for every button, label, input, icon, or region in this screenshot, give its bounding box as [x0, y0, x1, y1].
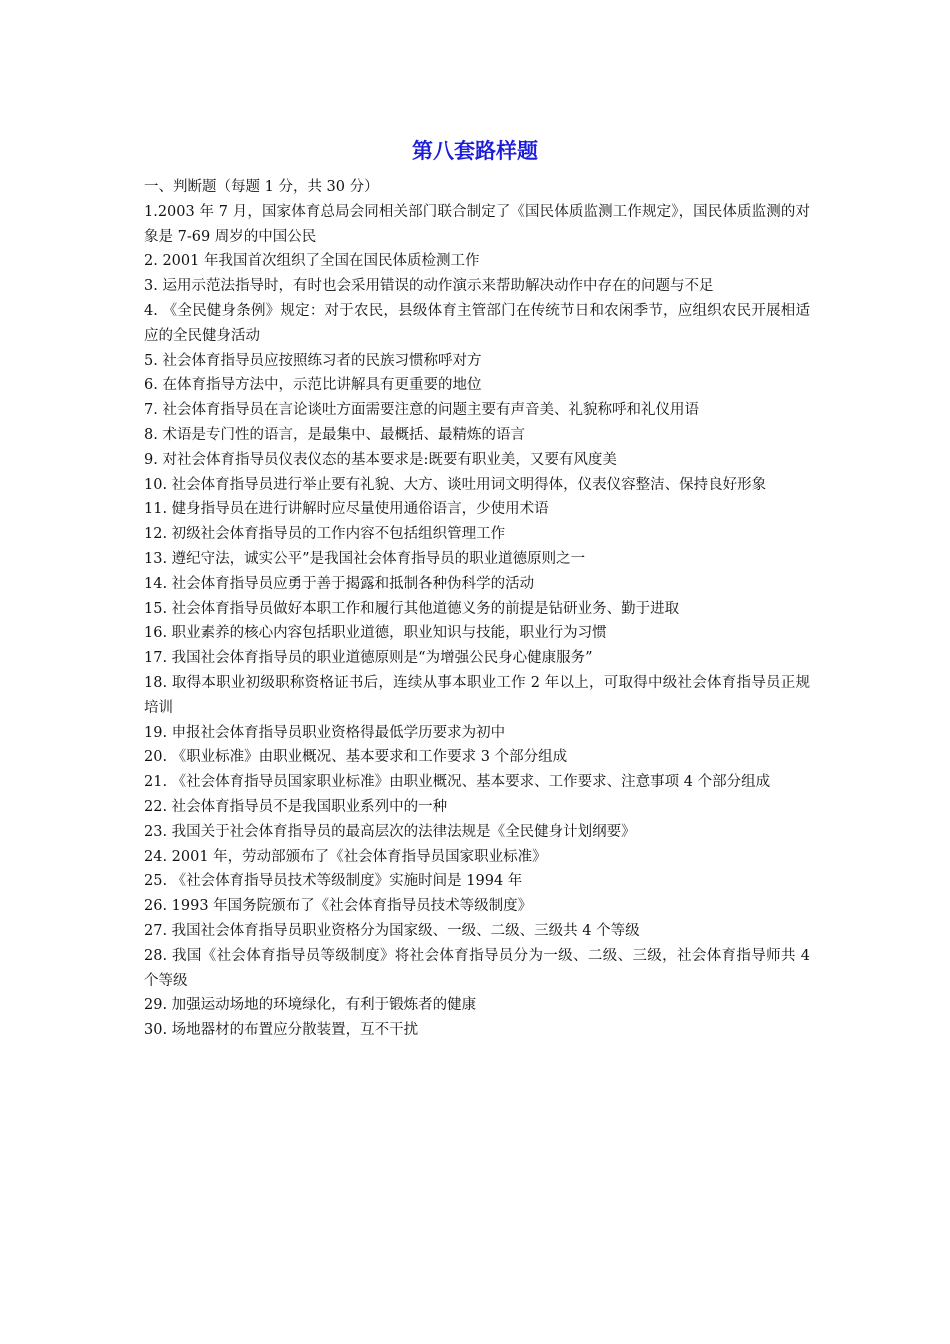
- question-item-28: 28. 我国《社会体育指导员等级制度》将社会体育指导员分为一级、二级、三级，社会体育指导师共 4 个等级: [144, 947, 810, 989]
- question-item-22: 22. 社会体育指导员不是我国职业系列中的一种: [144, 798, 448, 815]
- question-item-26: 26. 1993 年国务院颁布了《社会体育指导员技术等级制度》: [144, 898, 533, 915]
- question-item-4: 4. 《全民健身条例》规定：对于农民，县级体育主管部门在传统节日和农闲季节，应组织农民开展相适应的全民健身活动: [144, 302, 810, 344]
- question-item-12: 12. 初级社会体育指导员的工作内容不包括组织管理工作: [144, 526, 506, 543]
- question-item-19: 19. 申报社会体育指导员职业资格得最低学历要求为初中: [144, 724, 506, 741]
- question-item-3: 3. 运用示范法指导时，有时也会采用错误的动作演示来帮助解决动作中存在的问题与不足: [144, 278, 714, 295]
- question-item-11: 11. 健身指导员在进行讲解时应尽量使用通俗语言，少使用术语: [144, 501, 549, 518]
- question-item-8: 8. 术语是专门性的语言，是最集中、最概括、最精炼的语言: [144, 426, 525, 443]
- question-item-29: 29. 加强运动场地的环境绿化，有利于锻炼者的健康: [144, 997, 477, 1014]
- question-item-24: 24. 2001 年，劳动部颁布了《社会体育指导员国家职业标准》: [144, 848, 547, 865]
- question-item-13: 13. 遵纪守法，诚实公平”是我国社会体育指导员的职业道德原则之一: [144, 550, 586, 567]
- question-item-2: 2. 2001 年我国首次组织了全国在国民体质检测工作: [144, 253, 480, 270]
- question-item-17: 17. 我国社会体育指导员的职业道德原则是“为增强公民身心健康服务”: [144, 650, 593, 667]
- question-item-23: 23. 我国关于社会体育指导员的最高层次的法律法规是《全民健身计划纲要》: [144, 823, 636, 840]
- question-item-30: 30. 场地器材的布置应分散装置，互不干扰: [144, 1022, 419, 1039]
- question-list: [144, 200, 810, 1043]
- document-body: [144, 175, 810, 1043]
- question-item-21: 21. 《社会体育指导员国家职业标准》由职业概况、基本要求、工作要求、注意事项 4 个部分组成: [144, 774, 771, 791]
- document-title: 第八套路样题: [412, 139, 538, 163]
- question-item-20: 20. 《职业标准》由职业概况、基本要求和工作要求 3 个部分组成: [144, 749, 568, 766]
- question-item-5: 5. 社会体育指导员应按照练习者的民族习惯称呼对方: [144, 352, 482, 369]
- question-item-27: 27. 我国社会体育指导员职业资格分为国家级、一级、二级、三级共 4 个等级: [144, 922, 640, 939]
- question-item-6: 6. 在体育指导方法中，示范比讲解具有更重要的地位: [144, 377, 482, 394]
- section-heading-true-false: 一、判断题（每题 1 分，共 30 分）: [144, 179, 379, 195]
- question-item-14: 14. 社会体育指导员应勇于善于揭露和抵制各种伪科学的活动: [144, 575, 535, 592]
- question-item-16: 16. 职业素养的核心内容包括职业道德，职业知识与技能，职业行为习惯: [144, 625, 607, 642]
- question-item-15: 15. 社会体育指导员做好本职工作和履行其他道德义务的前提是钻研业务、勤于进取: [144, 600, 680, 617]
- question-item-7: 7. 社会体育指导员在言论谈吐方面需要注意的问题主要有声音美、礼貌称呼和礼仪用语: [144, 402, 699, 419]
- question-item-25: 25. 《社会体育指导员技术等级制度》实施时间是 1994 年: [144, 873, 523, 890]
- question-item-9: 9. 对社会体育指导员仪表仪态的基本要求是:既要有职业美，又要有风度美: [144, 451, 617, 468]
- question-item-10: 10. 社会体育指导员进行举止要有礼貌、大方、谈吐用词文明得体，仪表仪容整洁、保持良好形象: [144, 476, 767, 493]
- question-item-1: 1.2003 年 7 月，国家体育总局会同相关部门联合制定了《国民体质监测工作规定》，国民体质监测的对象是 7-69 周岁的中国公民: [144, 203, 810, 245]
- question-item-18: 18. 取得本职业初级职称资格证书后，连续从事本职业工作 2 年以上，可取得中级社会体育指导员正规培训: [144, 674, 810, 716]
